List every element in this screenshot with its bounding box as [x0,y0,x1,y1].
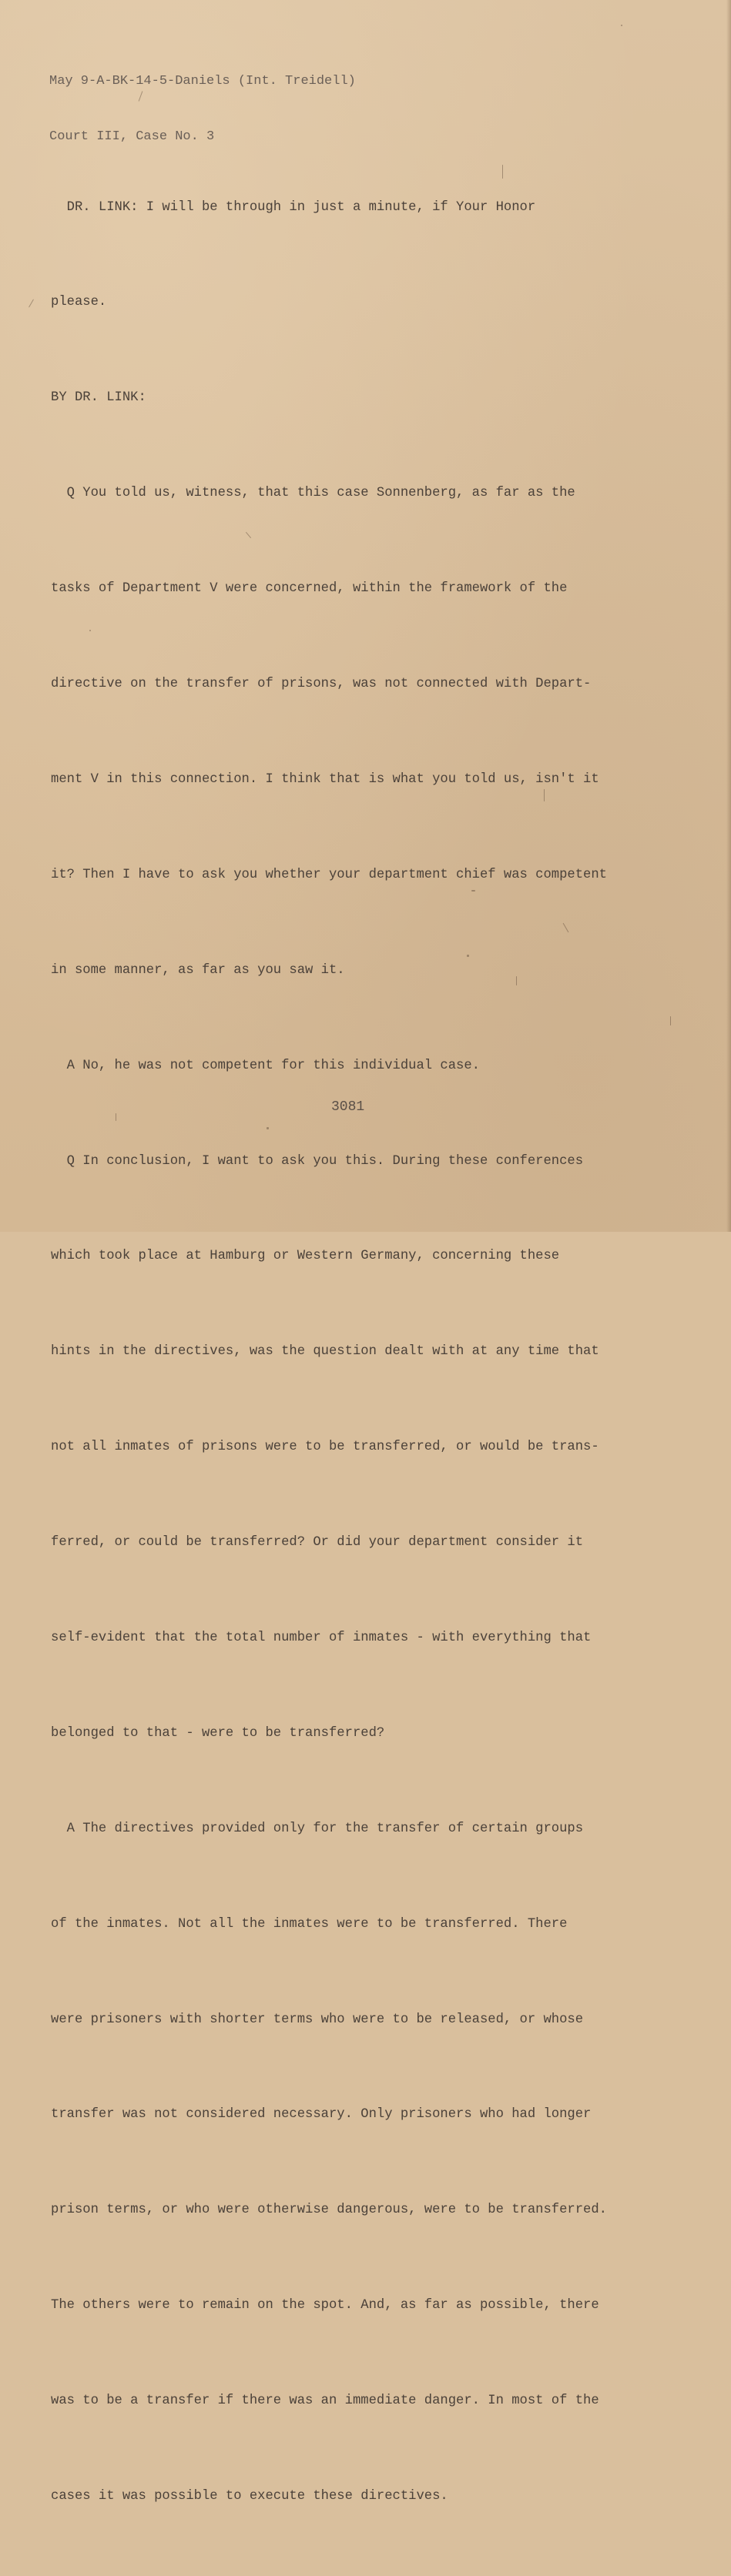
paper-speck [516,976,517,985]
paper-speck [467,955,469,957]
text-line: DR. LINK: I will be through in just a minute, if Your Honor [51,199,536,215]
header-line-2: Court III, Case No. 3 [49,129,215,144]
paper-speck [471,890,475,892]
paper-speck [267,1127,269,1129]
text-line: self-evident that the total number of inmates - with everything that [51,1630,592,1645]
text-line: in some manner, as far as you saw it. [51,962,345,978]
text-line: which took place at Hamburg or Western Germany, concerning these [51,1249,560,1264]
text-line: A No, he was not competent for this individual case. [51,1058,480,1073]
text-line: cases it was possible to execute these directives. [51,2488,448,2504]
text-line: was to be a transfer if there was an immediate danger. In most of the [51,2394,599,2409]
text-line: belonged to that - were to be transferred? [51,1725,385,1741]
text-line: Q In conclusion, I want to ask you this. During these conferences [51,1153,584,1169]
text-line: BY DR. LINK: [51,390,146,406]
page-edge-shadow [726,0,731,1232]
text-line: Q You told us, witness, that this case Sonnenberg, as far as the [51,486,575,501]
text-line: tasks of Department V were concerned, within the framework of the [51,581,568,597]
text-line: were prisoners with shorter terms who were to be released, or whose [51,2012,584,2027]
transcript-body [51,128,682,2576]
paper-speck [29,299,34,308]
paper-speck [670,1016,671,1025]
text-line: ferred, or could be transferred? Or did your department consider it [51,1535,584,1551]
text-line: A The directives provided only for the transfer of certain groups [51,1821,584,1836]
text-line: directive on the transfer of prisons, was not connected with Depart- [51,677,592,692]
paper-speck [544,789,545,801]
text-line: not all inmates of prisons were to be transferred, or would be trans- [51,1440,599,1455]
header-line-1: May 9-A-BK-14-5-Daniels (Int. Treidell) [49,74,356,89]
text-line: The others were to remain on the spot. And, as far as possible, there [51,2298,599,2313]
text-line: please. [51,295,107,310]
text-line: ment V in this connection. I think that is what you told us, isn't it [51,771,599,787]
paper-speck [89,630,91,631]
paper-speck [502,165,503,179]
text-line: prison terms, or who were otherwise dangerous, were to be transferred. [51,2203,607,2218]
text-line: transfer was not considered necessary. Only prisoners who had longer [51,2107,592,2123]
text-line: hints in the directives, was the question dealt with at any time that [51,1344,599,1360]
text-line: it? Then I have to ask you whether your department chief was competent [51,867,607,882]
page-number: 3081 [331,1099,365,1115]
paper-speck [621,25,622,26]
text-line: of the inmates. Not all the inmates were to be transferred. There [51,1916,568,1932]
